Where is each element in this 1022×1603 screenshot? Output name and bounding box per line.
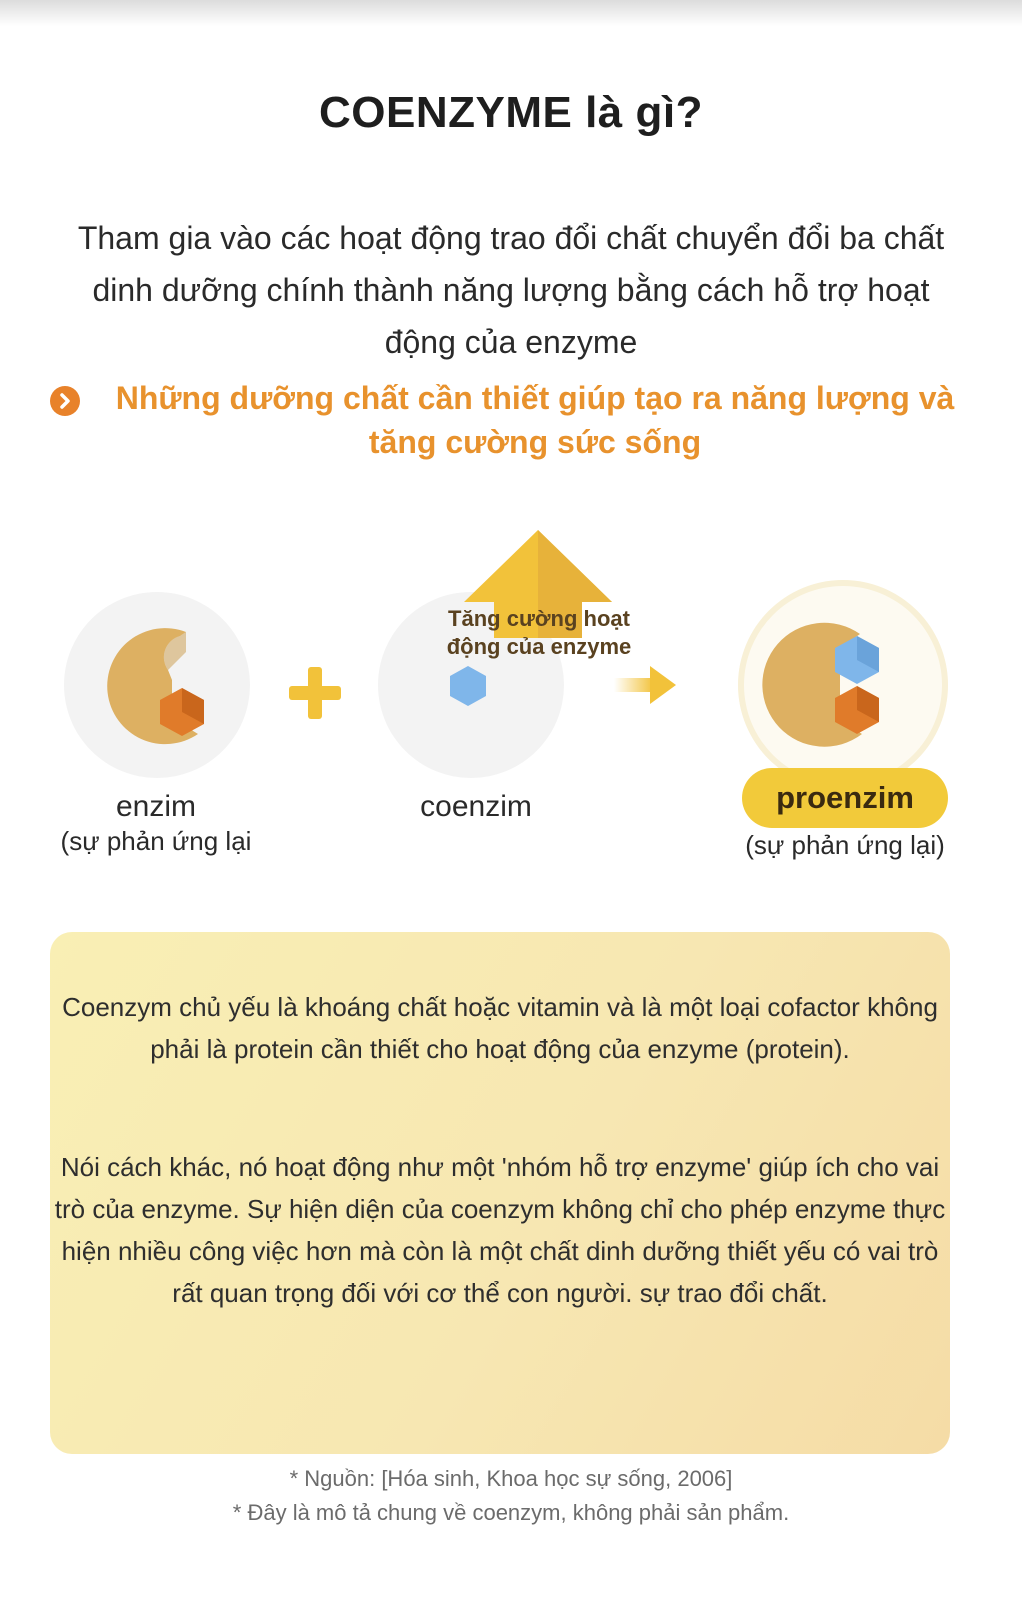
enzyme-label: enzim (115, 790, 197, 823)
highlight-text: Những dưỡng chất cần thiết giúp tạo ra năng lượng và tăng cường sức sống (115, 380, 955, 460)
info-paragraph-1: Coenzym chủ yếu là khoáng chất hoặc vitamin và là một loại cofactor không phải là protein cần thiết cho hoạt động của enzyme (protein). (62, 992, 938, 1064)
info-paragraph-2: Nói cách khác, nó hoạt động như một 'nhóm hỗ trợ enzyme' giúp ích cho vai trò của enzyme. Sự hiện diện của coenzym không chỉ cho phép enzyme thực hiện nhiều công việc hơn mà còn là một chất dinh dưỡng thiết yếu có vai trò rất quan trọng đối với cơ thể con người. sự trao đổi chất. (54, 1152, 946, 1308)
coenzyme-diagram (0, 520, 1022, 900)
arrow-right-icon (614, 666, 676, 704)
chevron-right-icon (50, 386, 80, 416)
coenzyme-label: coenzim (420, 790, 532, 823)
page-title: COENZYME là gì? (319, 88, 703, 137)
proenzyme-shape-icon (762, 623, 879, 747)
boost-text: Tăng cường hoạt động của enzyme (446, 606, 632, 659)
enzyme-shape-icon (107, 628, 204, 744)
source-footnote: * Nguồn: [Hóa sinh, Khoa học sự sống, 2006] (289, 1466, 733, 1491)
intro-text: Tham gia vào các hoạt động trao đổi chất chuyển đổi ba chất dinh dưỡng chính thành năng lượng bằng cách hỗ trợ hoạt động của enzyme (77, 220, 945, 360)
disclaimer-footnote: * Đây là mô tả chung về coenzym, không phải sản phẩm. (232, 1500, 790, 1525)
enzyme-sublabel: (sự phản ứng lại (60, 826, 252, 856)
top-shadow (0, 0, 1022, 26)
coenzyme-hex-icon (450, 666, 486, 706)
info-box (50, 932, 950, 1454)
plus-icon (289, 667, 341, 719)
proenzyme-sublabel: (sự phản ứng lại) (745, 830, 945, 860)
proenzyme-pill: proenzim (742, 768, 948, 828)
